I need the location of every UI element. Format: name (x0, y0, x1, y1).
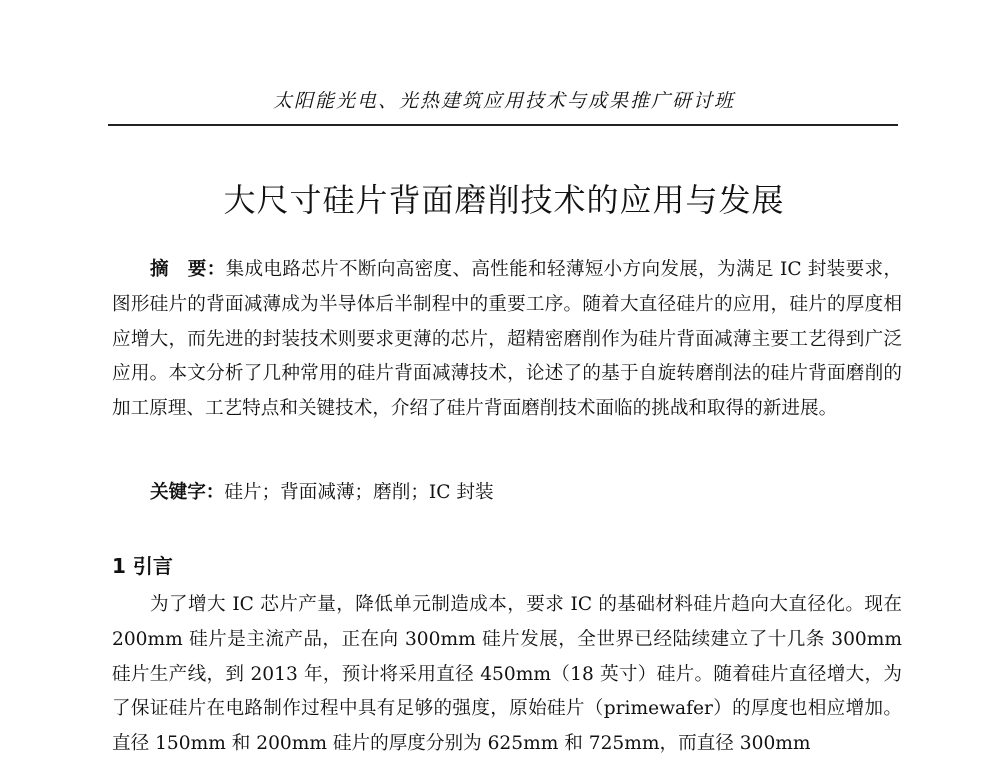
abstract-label: 摘 要： (150, 259, 226, 280)
abstract-text: 集成电路芯片不断向高密度、高性能和轻薄短小方向发展，为满足 IC 封装要求，图形硅片的背面减薄成为半导体后半制程中的重要工序。随着大直径硅片的应用，硅片的厚度相应增大，而先进的封装技术则要求更薄的芯片，超精密磨削作为硅片背面减薄主要工艺得到广泛应用。本文分析了几种常用的硅片背面减薄技术，论述了的基于自旋转磨削法的硅片背面磨削的加工原理、工艺特点和关键技术，介绍了硅片背面磨削技术面临的挑战和取得的新进展。 (112, 259, 902, 420)
running-header: 太阳能光电、光热建筑应用技术与成果推广研讨班 (272, 90, 735, 112)
header-divider (108, 124, 898, 126)
paper-title: 大尺寸硅片背面磨削技术的应用与发展 (223, 181, 785, 219)
keywords-line (150, 478, 900, 508)
keywords-label: 关键字： (150, 482, 225, 503)
keywords-text: 硅片；背面减薄；磨削；IC 封装 (224, 482, 494, 503)
section-heading: 1 引言 (112, 554, 173, 578)
intro-paragraph: 为了增大 IC 芯片产量，降低单元制造成本，要求 IC 的基础材料硅片趋向大直径化。现在 200mm 硅片是主流产品，正在向 300mm 硅片发展，全世界已经陆续建立了十几条 300mm 硅片生产线，到 2013 年，预计将采用直径 450mm（18 英寸）硅片。随着硅片直径增大，为了保证硅片在电路制作过程中具有足够的强度，原始硅片（primewafer）的厚度也相应增加。直径 150mm 和 200mm 硅片的厚度分别为 625mm 和 725mm，而直径 300mm (112, 594, 902, 755)
abstract-block (112, 253, 902, 427)
section-body (112, 588, 902, 762)
